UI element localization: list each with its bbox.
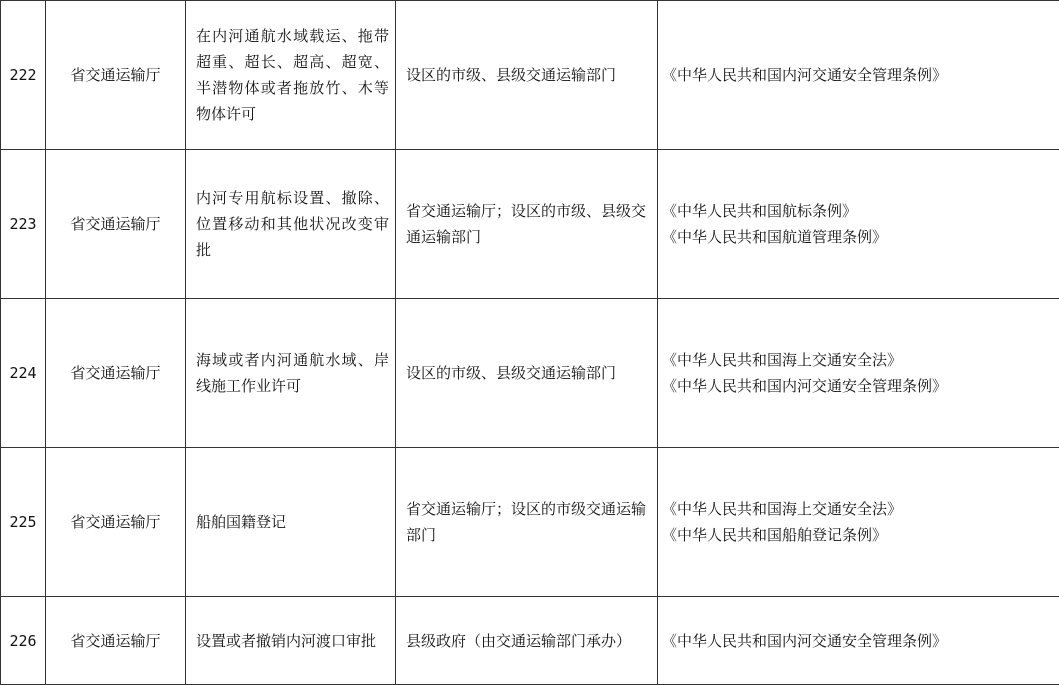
basis-line: 《中华人民共和国内河交通安全管理条例》: [662, 373, 1055, 399]
basis-line: 《中华人民共和国海上交通安全法》: [662, 496, 1055, 522]
item-cell: [186, 299, 396, 448]
department-cell: 省交通运输厅: [46, 150, 186, 299]
authority-cell: [396, 448, 658, 597]
basis-cell: [658, 597, 1059, 685]
authority-cell: [396, 150, 658, 299]
table-row: [1, 299, 1059, 448]
basis-cell: [658, 150, 1059, 299]
basis-line: 《中华人民共和国海上交通安全法》: [662, 347, 1055, 373]
department-cell: 省交通运输厅: [46, 448, 186, 597]
row-number: 224: [1, 299, 46, 448]
authority-cell: [396, 1, 658, 150]
item-text: 在内河通航水域载运、拖带超重、超长、超高、超宽、半潜物体或者拖放竹、木等物体许可: [196, 23, 389, 127]
authority-text: 省交通运输厅；设区的市级、县级交通运输部门: [406, 198, 651, 250]
authority-cell: [396, 299, 658, 448]
basis-line: 《中华人民共和国航标条例》: [662, 198, 1055, 224]
item-cell: [186, 597, 396, 685]
department-cell: 省交通运输厅: [46, 1, 186, 150]
item-cell: [186, 1, 396, 150]
authority-cell: [396, 597, 658, 685]
table-row: [1, 597, 1059, 685]
basis-line: 《中华人民共和国航道管理条例》: [662, 224, 1055, 250]
item-text: 内河专用航标设置、撤除、位置移动和其他状况改变审批: [196, 185, 389, 263]
basis-line: 《中华人民共和国内河交通安全管理条例》: [662, 62, 1055, 88]
authority-text: 县级政府（由交通运输部门承办）: [406, 628, 651, 654]
basis-cell: [658, 448, 1059, 597]
row-number: 225: [1, 448, 46, 597]
basis-cell: [658, 299, 1059, 448]
department-cell: 省交通运输厅: [46, 597, 186, 685]
basis-cell: [658, 1, 1059, 150]
item-text: 设置或者撤销内河渡口审批: [196, 628, 389, 654]
item-text: 海域或者内河通航水域、岸线施工作业许可: [196, 347, 389, 399]
row-number: 222: [1, 1, 46, 150]
authority-text: 设区的市级、县级交通运输部门: [406, 360, 651, 386]
table-row: [1, 448, 1059, 597]
basis-line: 《中华人民共和国船舶登记条例》: [662, 522, 1055, 548]
item-text: 船舶国籍登记: [196, 509, 389, 535]
basis-line: 《中华人民共和国内河交通安全管理条例》: [662, 628, 1055, 654]
item-cell: [186, 448, 396, 597]
row-number: 223: [1, 150, 46, 299]
table-row: [1, 1, 1059, 150]
item-cell: [186, 150, 396, 299]
table-row: [1, 150, 1059, 299]
authority-text: 设区的市级、县级交通运输部门: [406, 62, 651, 88]
row-number: 226: [1, 597, 46, 685]
authority-text: 省交通运输厅；设区的市级交通运输部门: [406, 496, 651, 548]
department-cell: 省交通运输厅: [46, 299, 186, 448]
